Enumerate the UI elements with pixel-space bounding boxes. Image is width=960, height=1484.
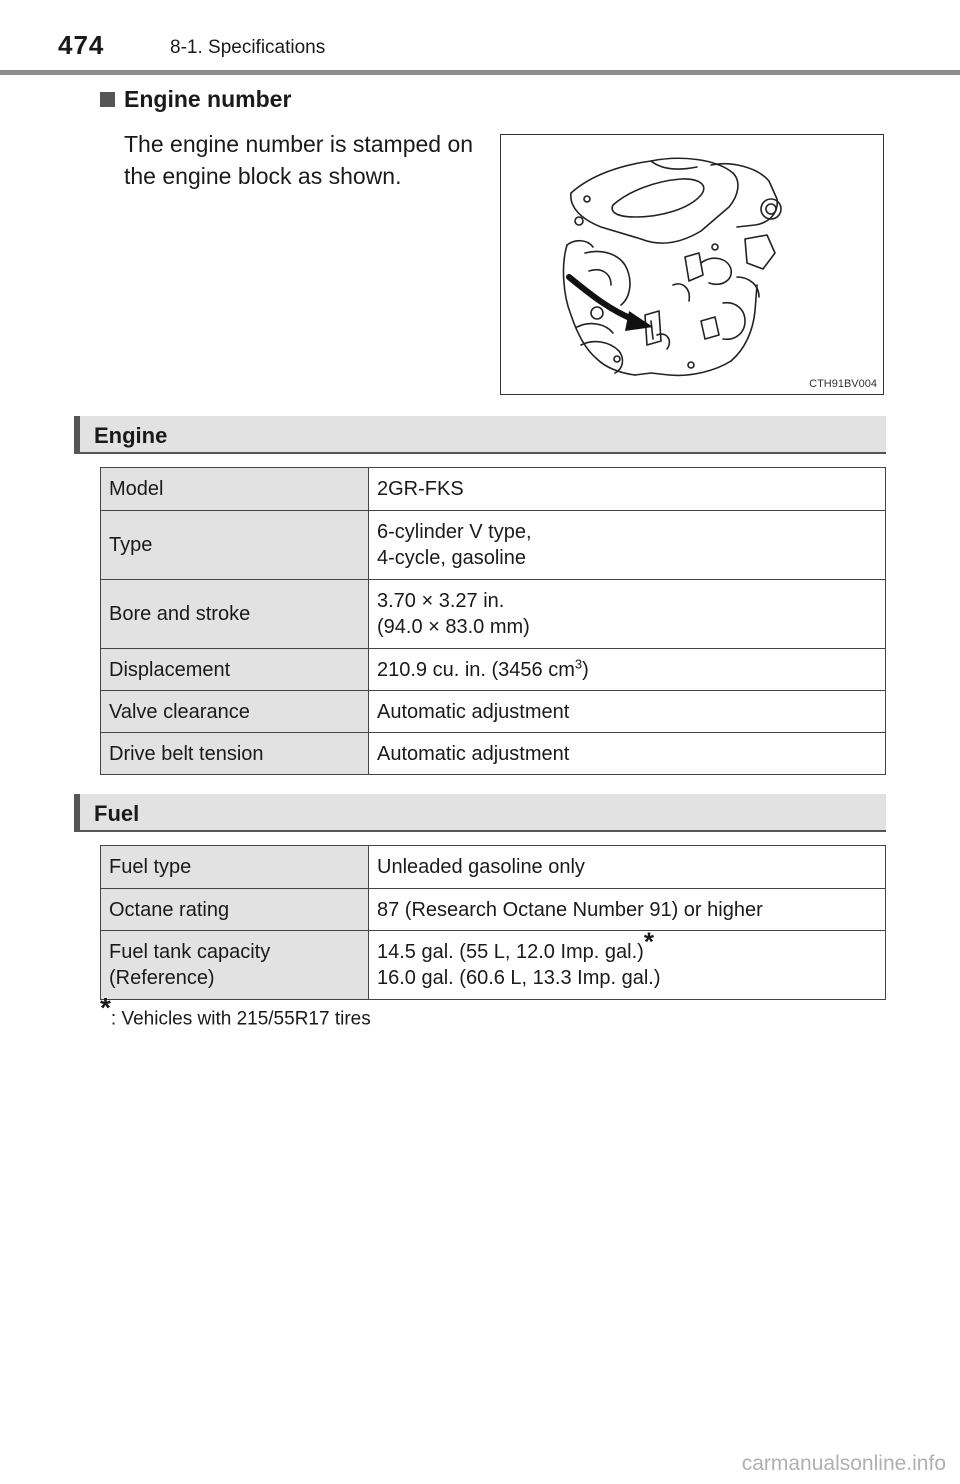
row-value: Unleaded gasoline only <box>369 846 886 889</box>
value-line: 6-cylinder V type, <box>377 521 532 543</box>
row-value: 87 (Research Octane Number 91) or higher <box>369 889 886 931</box>
value-line: (94.0 × 83.0 mm) <box>377 616 530 638</box>
value-line: 16.0 gal. (60.6 L, 13.3 Imp. gal.) <box>377 967 661 989</box>
engine-number-heading <box>100 86 291 113</box>
table-row <box>101 580 886 649</box>
value-line: 4-cycle, gasoline <box>377 547 526 569</box>
fuel-section-title: Fuel <box>94 801 140 826</box>
row-label: Displacement <box>101 649 369 691</box>
engine-number-heading-text: Engine number <box>124 86 292 112</box>
table-row <box>101 691 886 733</box>
label-line: (Reference) <box>109 967 215 989</box>
row-value <box>369 926 886 1000</box>
fuel-spec-table <box>100 845 886 1000</box>
row-label: Drive belt tension <box>101 733 369 775</box>
value-line: 210.9 cu. in. (3456 cm <box>377 658 575 681</box>
label-line: Fuel tank capacity <box>109 941 271 963</box>
row-label <box>101 931 369 1000</box>
row-value <box>369 580 886 649</box>
engine-section-header <box>74 416 886 454</box>
figure-code: CTH91BV004 <box>809 378 877 390</box>
engine-number-description: The engine number is stamped on the engine block as shown. <box>124 131 474 189</box>
value-line: 14.5 gal. (55 L, 12.0 Imp. gal.) <box>377 941 644 963</box>
engine-section-title: Engine <box>94 423 168 448</box>
header-rule <box>0 70 960 75</box>
table-row <box>101 733 886 775</box>
table-row <box>101 511 886 580</box>
footnote <box>100 992 371 1030</box>
row-value: 2GR-FKS <box>369 468 886 511</box>
row-label: Type <box>101 511 369 580</box>
row-label: Fuel type <box>101 846 369 889</box>
engine-spec-table <box>100 467 886 775</box>
table-row <box>101 468 886 511</box>
row-label: Model <box>101 468 369 511</box>
section-title: 8-1. Specifications <box>170 37 326 58</box>
row-label: Octane rating <box>101 889 369 931</box>
row-label: Valve clearance <box>101 691 369 733</box>
table-row <box>101 649 886 691</box>
fuel-section-header <box>74 794 886 832</box>
row-value: Automatic adjustment <box>369 733 886 775</box>
row-value: Automatic adjustment <box>369 691 886 733</box>
row-value <box>369 649 886 691</box>
page-number: 474 <box>58 30 105 60</box>
value-line-end: ) <box>582 658 589 681</box>
footnote-mark: * <box>100 992 111 1023</box>
table-row <box>101 889 886 931</box>
asterisk-mark: * <box>643 926 654 957</box>
row-value <box>369 511 886 580</box>
footnote-text: : Vehicles with 215/55R17 tires <box>110 1008 371 1030</box>
engine-illustration <box>500 134 884 395</box>
square-bullet-icon <box>100 92 115 107</box>
watermark: carmanualsonline.info <box>741 1452 946 1475</box>
superscript: 3 <box>574 655 583 671</box>
table-row <box>101 846 886 889</box>
value-line: 3.70 × 3.27 in. <box>377 590 505 612</box>
row-label: Bore and stroke <box>101 580 369 649</box>
table-row <box>101 931 886 1000</box>
engine-drawing-icon <box>501 135 885 396</box>
page-header <box>0 0 960 76</box>
